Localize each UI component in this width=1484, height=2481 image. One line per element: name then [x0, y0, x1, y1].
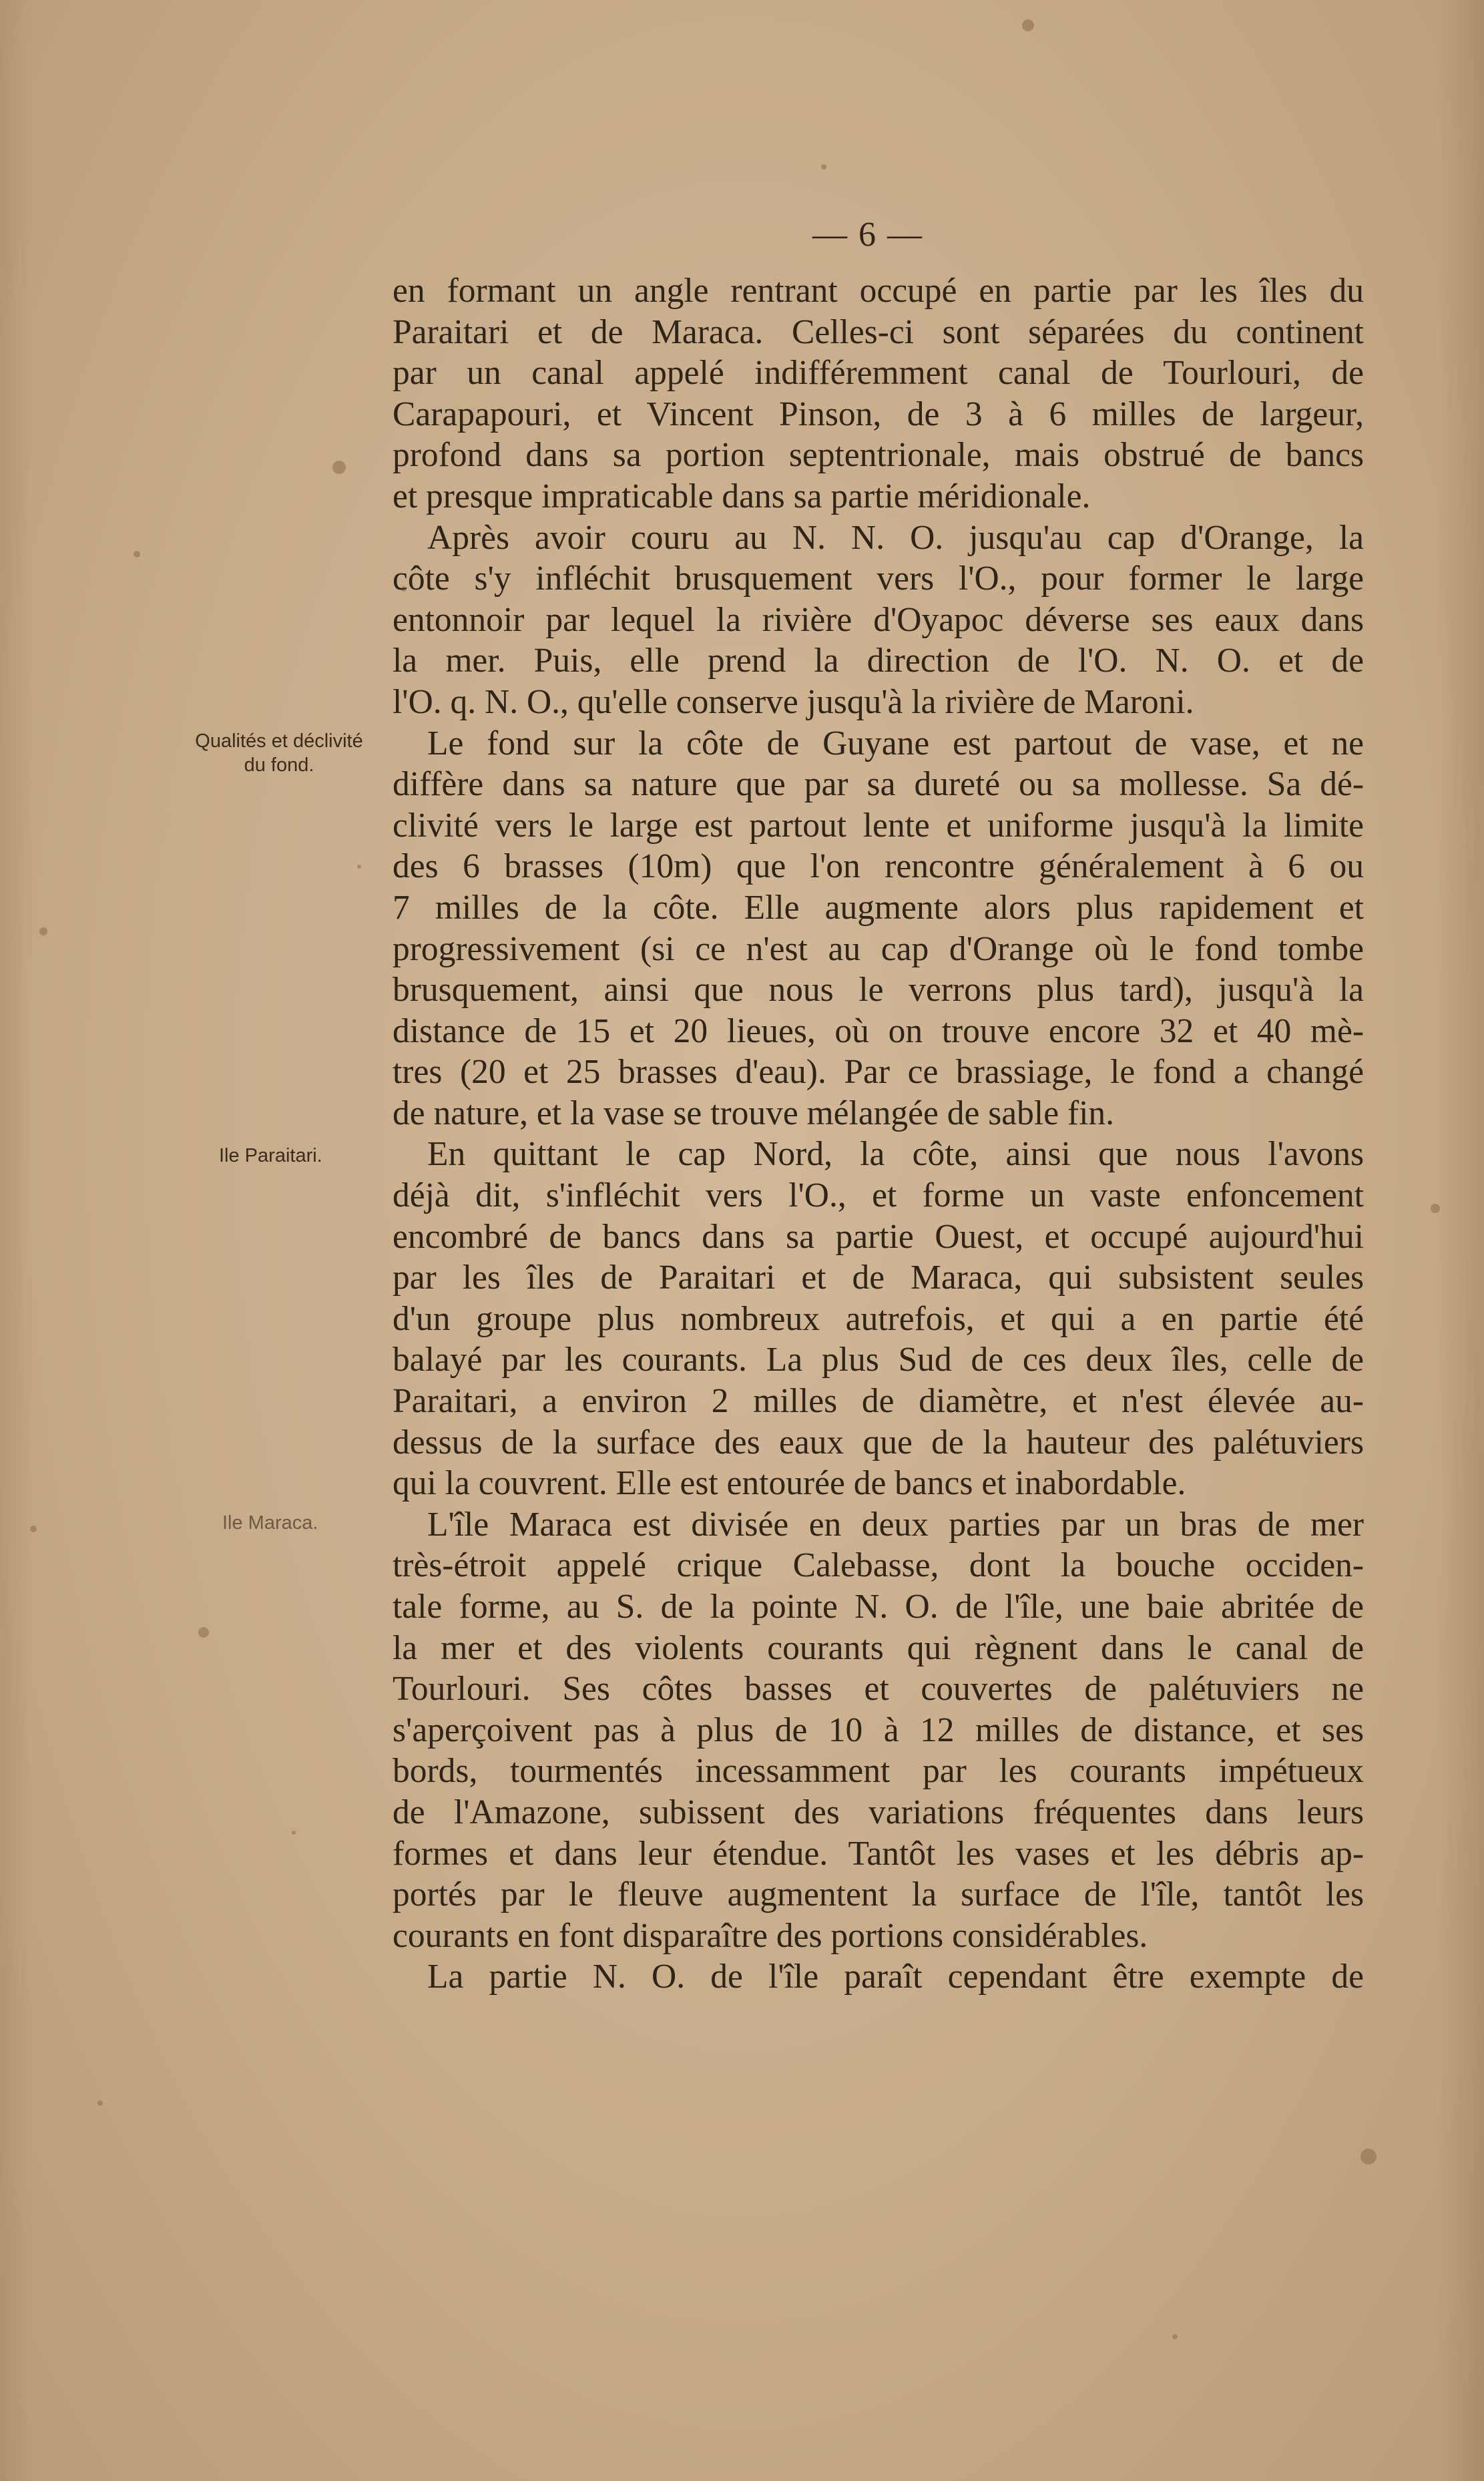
text-line: dessus de la surface des eaux que de la hauteur des palétuviers: [393, 1423, 1364, 1461]
text-line: d'un groupe plus nombreux autrefois, et qui a en partie été: [393, 1299, 1364, 1338]
text-line: Après avoir couru au N. N. O. jusqu'au cap d'Orange, la: [427, 518, 1364, 557]
text-line: Paraitari, a environ 2 milles de diamètre, et n'est élevée au-: [393, 1382, 1364, 1421]
text-line: Carapapouri, et Vincent Pinson, de 3 à 6 milles de largeur,: [393, 395, 1364, 433]
text-line: déjà dit, s'infléchit vers l'O., et forme un vaste enfoncement: [393, 1176, 1364, 1215]
text-line: Tourlouri. Ses côtes basses et couvertes de palétuviers ne: [393, 1670, 1364, 1709]
text-line: La partie N. O. de l'île paraît cependant être exempte de: [427, 1958, 1364, 1996]
body-text: [393, 270, 1364, 1998]
text-line: de l'Amazone, subissent des variations fréquentes dans leurs: [393, 1793, 1364, 1831]
margin-note-qualites-line1: Qualités et déclivité: [195, 730, 363, 752]
text-line: bords, tourmentés incessamment par les courants impétueux: [393, 1752, 1364, 1791]
text-line: de nature, et la vase se trouve mélangée de sable fin.: [393, 1094, 1115, 1132]
text-line: clivité vers le large est partout lente et uniforme jusqu'à la limite: [393, 806, 1364, 845]
margin-note-qualites: [179, 729, 379, 777]
text-line: formes et dans leur étendue. Tantôt les vases et les débris ap-: [393, 1834, 1364, 1873]
text-line: la mer et des violents courants qui règnent dans le canal de: [393, 1628, 1364, 1667]
text-line: En quittant le cap Nord, la côte, ainsi que nous l'avons: [427, 1135, 1364, 1174]
text-line: profond dans sa portion septentrionale, mais obstrué de bancs: [393, 436, 1364, 475]
margin-note-ile-paraitari: Ile Paraitari.: [219, 1145, 322, 1166]
text-line: entonnoir par lequel la rivière d'Oyapoc déverse ses eaux dans: [393, 600, 1364, 639]
text-line: courants en font disparaître des portions considérables.: [393, 1916, 1148, 1955]
text-line: portés par le fleuve augmentent la surface de l'île, tantôt les: [393, 1875, 1364, 1914]
margin-note-ile-maraca: Ile Maraca.: [222, 1512, 318, 1534]
text-line: par les îles de Paraitari et de Maraca, qui subsistent seules: [393, 1259, 1364, 1297]
text-line: très-étroit appelé crique Calebasse, dont la bouche occiden-: [393, 1546, 1364, 1585]
text-line: Paraitari et de Maraca. Celles-ci sont séparées du continent: [393, 312, 1364, 351]
text-line: tale forme, au S. de la pointe N. O. de l'île, une baie abritée de: [393, 1588, 1364, 1626]
text-line: tres (20 et 25 brasses d'eau). Par ce brassiage, le fond a changé: [393, 1053, 1364, 1092]
text-line: diffère dans sa nature que par sa dureté ou sa mollesse. Sa dé-: [393, 765, 1364, 804]
text-line: la mer. Puis, elle prend la direction de l'O. N. O. et de: [393, 642, 1364, 680]
text-line: encombré de bancs dans sa partie Ouest, et occupé aujourd'hui: [393, 1217, 1364, 1256]
text-line: progressivement (si ce n'est au cap d'Orange où le fond tombe: [393, 929, 1364, 968]
text-line: par un canal appelé indifféremment canal de Tourlouri, de: [393, 354, 1364, 393]
text-line: balayé par les courants. La plus Sud de ces deux îles, celle de: [393, 1341, 1364, 1379]
text-line: brusquement, ainsi que nous le verrons plus tard), jusqu'à la: [393, 971, 1364, 1009]
text-line: qui la couvrent. Elle est entourée de bancs et inabordable.: [393, 1464, 1186, 1503]
text-line: l'O. q. N. O., qu'elle conserve jusqu'à la rivière de Maroni.: [393, 682, 1194, 721]
text-line: des 6 brasses (10m) que l'on rencontre généralement à 6 ou: [393, 847, 1364, 886]
text-line: Le fond sur la côte de Guyane est partout de vase, et ne: [427, 724, 1364, 762]
text-line: côte s'y infléchit brusquement vers l'O., pour former le large: [393, 559, 1364, 598]
text-line: et presque impraticable dans sa partie méridionale.: [393, 477, 1091, 515]
text-line: s'aperçoivent pas à plus de 10 à 12 milles de distance, et ses: [393, 1711, 1364, 1749]
text-line: en formant un angle rentrant occupé en partie par les îles du: [393, 272, 1364, 310]
text-line: distance de 15 et 20 lieues, où on trouve encore 32 et 40 mè-: [393, 1011, 1364, 1050]
margin-note-qualites-line2: du fond.: [244, 754, 314, 776]
text-line: L'île Maraca est divisée en deux parties par un bras de mer: [427, 1505, 1364, 1544]
text-line: 7 milles de la côte. Elle augmente alors plus rapidement et: [393, 888, 1364, 927]
page-number: — 6 —: [812, 216, 923, 254]
